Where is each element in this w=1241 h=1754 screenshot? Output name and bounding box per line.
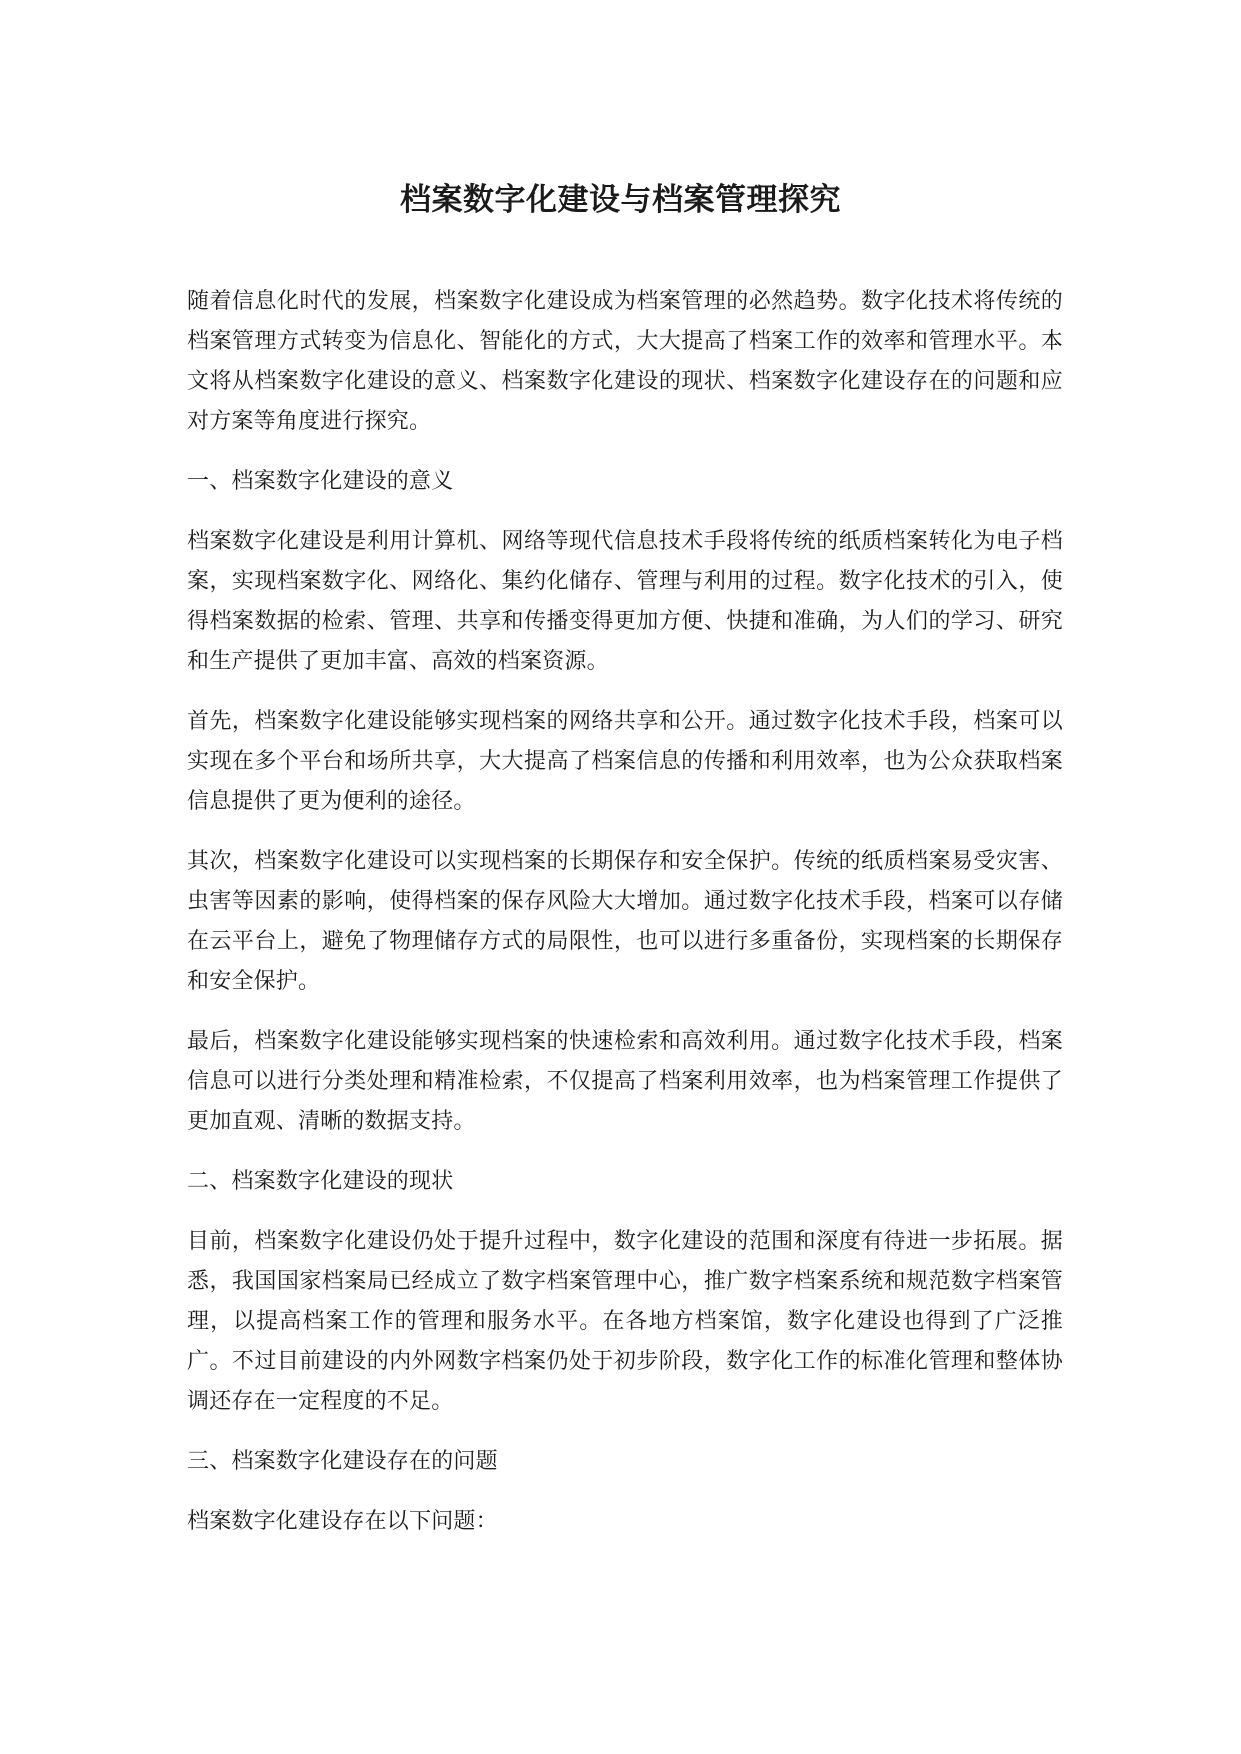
- section-heading-2: 二、档案数字化建设的现状: [187, 1169, 454, 1194]
- intro-paragraph: 随着信息化时代的发展，档案数字化建设成为档案管理的必然趋势。数字化技术将传统的档案管理方式转变为信息化、智能化的方式，大大提高了档案工作的效率和管理水平。本文将从档案数字化建设的意义、档案数字化建设的现状、档案数字化建设存在的问题和应对方案等角度进行探究。: [187, 289, 1063, 434]
- body-paragraph: 目前，档案数字化建设仍处于提升过程中，数字化建设的范围和深度有待进一步拓展。据悉，我国国家档案局已经成立了数字档案管理中心，推广数字档案系统和规范数字档案管理，以提高档案工作的管理和服务水平。在各地方档案馆，数字化建设也得到了广泛推广。不过目前建设的内外网数字档案仍处于初步阶段，数字化工作的标准化管理和整体协调还存在一定程度的不足。: [187, 1229, 1063, 1414]
- body-paragraph: 其次，档案数字化建设可以实现档案的长期保存和安全保护。传统的纸质档案易受灾害、虫害等因素的影响，使得档案的保存风险大大增加。通过数字化技术手段，档案可以存储在云平台上，避免了物理储存方式的局限性，也可以进行多重备份，实现档案的长期保存和安全保护。: [187, 849, 1063, 994]
- document-title: 档案数字化建设与档案管理探究: [400, 182, 841, 218]
- body-paragraph: 最后，档案数字化建设能够实现档案的快速检索和高效利用。通过数字化技术手段，档案信息可以进行分类处理和精准检索，不仅提高了档案利用效率，也为档案管理工作提供了更加直观、清晰的数据支持。: [187, 1029, 1063, 1134]
- section-heading-3: 三、档案数字化建设存在的问题: [187, 1449, 498, 1474]
- body-paragraph: 档案数字化建设是利用计算机、网络等现代信息技术手段将传统的纸质档案转化为电子档案，实现档案数字化、网络化、集约化储存、管理与利用的过程。数字化技术的引入，使得档案数据的检索、管理、共享和传播变得更加方便、快捷和准确，为人们的学习、研究和生产提供了更加丰富、高效的档案资源。: [187, 529, 1063, 674]
- body-paragraph: 档案数字化建设存在以下问题：: [187, 1509, 498, 1534]
- body-paragraph: 首先，档案数字化建设能够实现档案的网络共享和公开。通过数字化技术手段，档案可以实现在多个平台和场所共享，大大提高了档案信息的传播和利用效率，也为公众获取档案信息提供了更为便利的途径。: [187, 709, 1063, 814]
- document-body: [187, 282, 1063, 1562]
- section-heading-1: 一、档案数字化建设的意义: [187, 469, 454, 494]
